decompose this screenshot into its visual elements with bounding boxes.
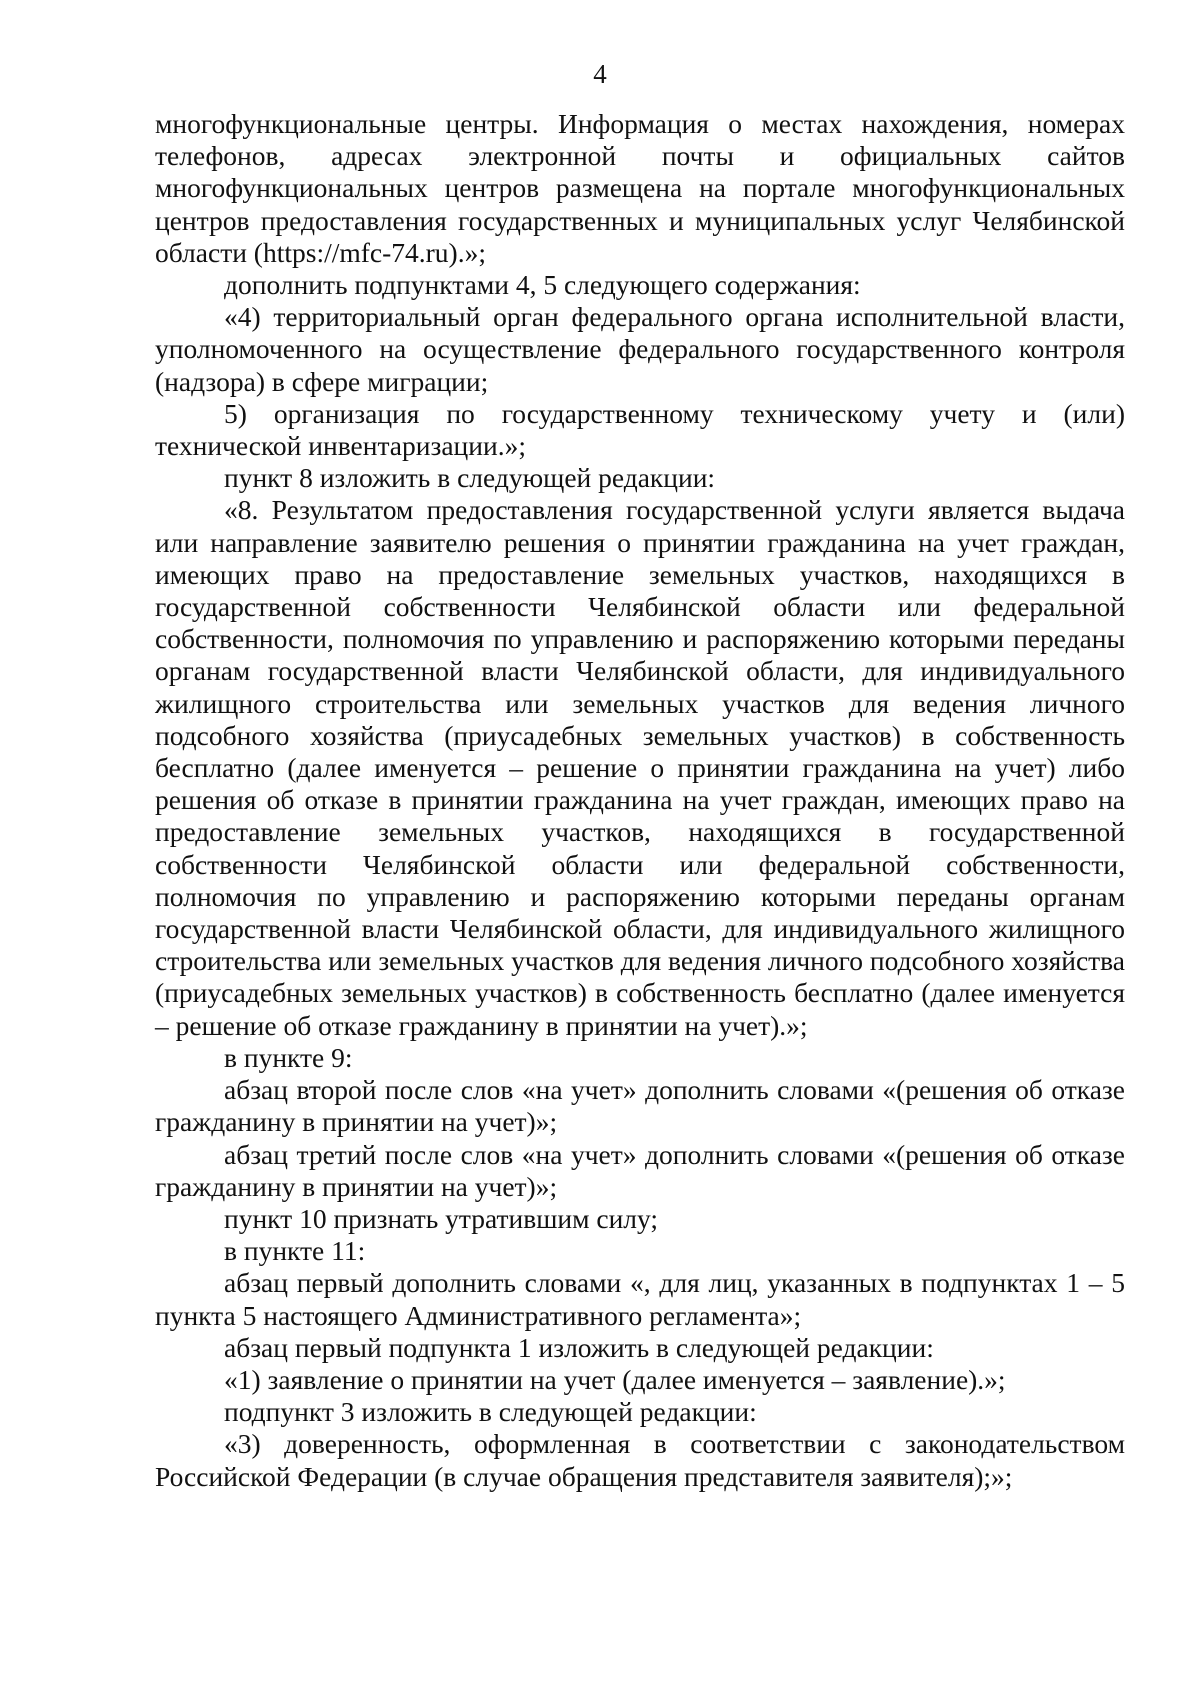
paragraph: пункт 8 изложить в следующей редакции: (224, 462, 716, 494)
paragraph: пункт 10 признать утратившим силу; (224, 1202, 659, 1234)
paragraph: абзац первый дополнить словами «, для лиц, указанных в подпунктах 1 – 5 пункта 5 настоящего Административного регламента»; (155, 1267, 1125, 1331)
paragraph: в пункте 9: (224, 1041, 353, 1073)
paragraph: подпункт 3 изложить в следующей редакции: (224, 1396, 757, 1428)
paragraph: «3) доверенность, оформленная в соответствии с законодательством Российской Федерации (в случае обращения представителя заявителя);»; (155, 1428, 1125, 1492)
paragraph: «1) заявление о принятии на учет (далее именуется – заявление).»; (224, 1363, 1006, 1395)
paragraph: в пункте 11: (224, 1235, 366, 1267)
paragraph: «4) территориальный орган федерального органа исполнительной власти, уполномоченного на осуществление федерального государственного контроля (надзора) в сфере миграции; (155, 301, 1125, 397)
paragraph: «8. Результатом предоставления государственной услуги является выдача или направление заявителю решения о принятии гражданина на учет граждан, имеющих право на предоставление земельных участков, находящихся в государственной собственности Челябинской области или федеральной собственности, полномочия по управлению и распоряжению которыми переданы органам государственной власти Челябинской области, для индивидуального жилищного строительства или земельных участков для ведения личного подсобного хозяйства (приусадебных земельных участков) в собственность бесплатно (далее именуется – решение о принятии гражданина на учет) либо решения об отказе в принятии гражданина на учет граждан, имеющих право на предоставление земельных участков, находящихся в государственной собственности Челябинской области или федеральной собственности, полномочия по управлению и распоряжению которыми переданы органам государственной власти Челябинской области, для индивидуального жилищного строительства или земельных участков для ведения личного подсобного хозяйства (приусадебных земельных участков) в собственность бесплатно (далее именуется – решение об отказе гражданину в принятии на учет).»; (155, 494, 1125, 1041)
page-number: 4 (593, 59, 607, 89)
paragraph: абзац первый подпункта 1 изложить в следующей редакции: (224, 1331, 934, 1363)
paragraph-continuation: многофункциональные центры. Информация о местах нахождения, номерах телефонов, адресах электронной почты и официальных сайтов многофункциональных центров размещена на портале многофункциональных центров предоставления государственных и муниципальных услуг Челябинской области (https://mfc-74.ru).»; (155, 108, 1125, 268)
document-body (155, 108, 1125, 1493)
paragraph: абзац второй после слов «на учет» дополнить словами «(решения об отказе гражданину в принятии на учет)»; (155, 1074, 1125, 1138)
paragraph: дополнить подпунктами 4, 5 следующего содержания: (224, 269, 861, 301)
paragraph: абзац третий после слов «на учет» дополнить словами «(решения об отказе гражданину в принятии на учет)»; (155, 1138, 1125, 1202)
paragraph: 5) организация по государственному техническому учету и (или) технической инвентаризации.»; (155, 397, 1125, 462)
